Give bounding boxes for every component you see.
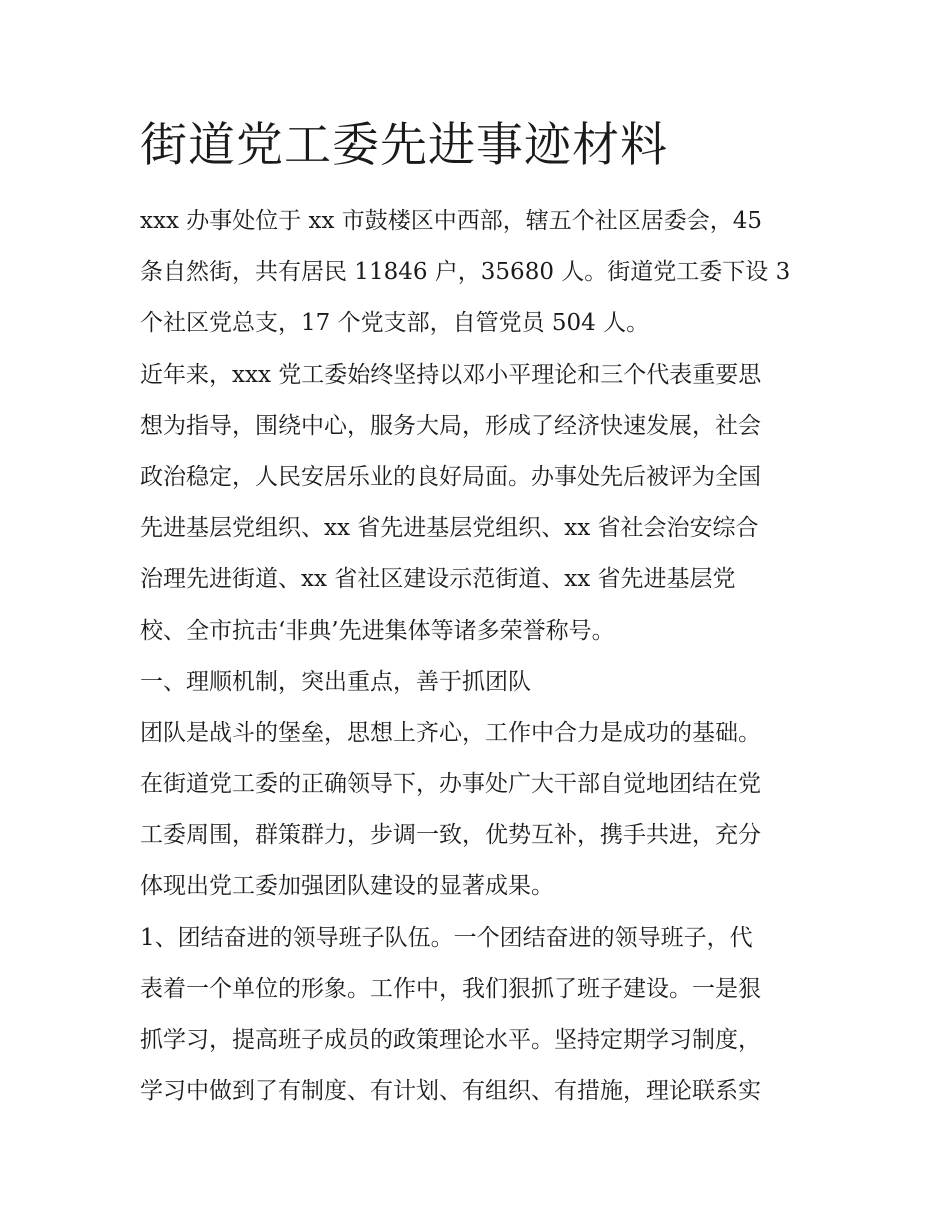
body-line: 体现出党工委加强团队建设的显著成果。 bbox=[140, 873, 554, 900]
body-line: 条自然街，共有居民 11846 户，35680 人。街道党工委下设 3 bbox=[140, 259, 791, 286]
body-line: 想为指导，围绕中心，服务大局，形成了经济快速发展，社会 bbox=[140, 412, 761, 439]
body-line: 在街道党工委的正确领导下，办事处广大干部自觉地团结在党 bbox=[140, 771, 761, 798]
body-line: 1、团结奋进的领导班子队伍。一个团结奋进的领导班子，代 bbox=[140, 924, 753, 951]
body-line: 团队是战斗的堡垒，思想上齐心，工作中合力是成功的基础。 bbox=[140, 719, 761, 746]
body-line: 政治稳定，人民安居乐业的良好局面。办事处先后被评为全国 bbox=[140, 463, 761, 490]
body-line: 校、全市抗击‘非典’先进集体等诸多荣誉称号。 bbox=[140, 617, 615, 644]
document-title: 街道党工委先进事迹材料 bbox=[140, 118, 668, 173]
body-line: 近年来，xxx 党工委始终坚持以邓小平理论和三个代表重要思 bbox=[140, 361, 762, 388]
body-line: xxx 办事处位于 xx 市鼓楼区中西部，辖五个社区居委会，45 bbox=[140, 208, 763, 234]
document-body bbox=[140, 196, 830, 1117]
body-line: 抓学习，提高班子成员的政策理论水平。坚持定期学习制度， bbox=[140, 1027, 761, 1053]
body-line: 学习中做到了有制度、有计划、有组织、有措施，理论联系实 bbox=[140, 1078, 761, 1105]
body-line: 个社区党总支，17 个党支部，自管党员 504 人。 bbox=[140, 310, 650, 337]
body-line: 治理先进街道、xx 省社区建设示范街道、xx 省先进基层党 bbox=[140, 566, 736, 593]
body-line: 表着一个单位的形象。工作中，我们狠抓了班子建设。一是狠 bbox=[140, 975, 761, 1002]
body-line: 先进基层党组织、xx 省先进基层党组织、xx 省社会治安综合 bbox=[140, 515, 759, 542]
body-line: 工委周围，群策群力，步调一致，优势互补，携手共进，充分 bbox=[140, 822, 761, 849]
section-heading: 一、理顺机制，突出重点，善于抓团队 bbox=[140, 668, 531, 695]
